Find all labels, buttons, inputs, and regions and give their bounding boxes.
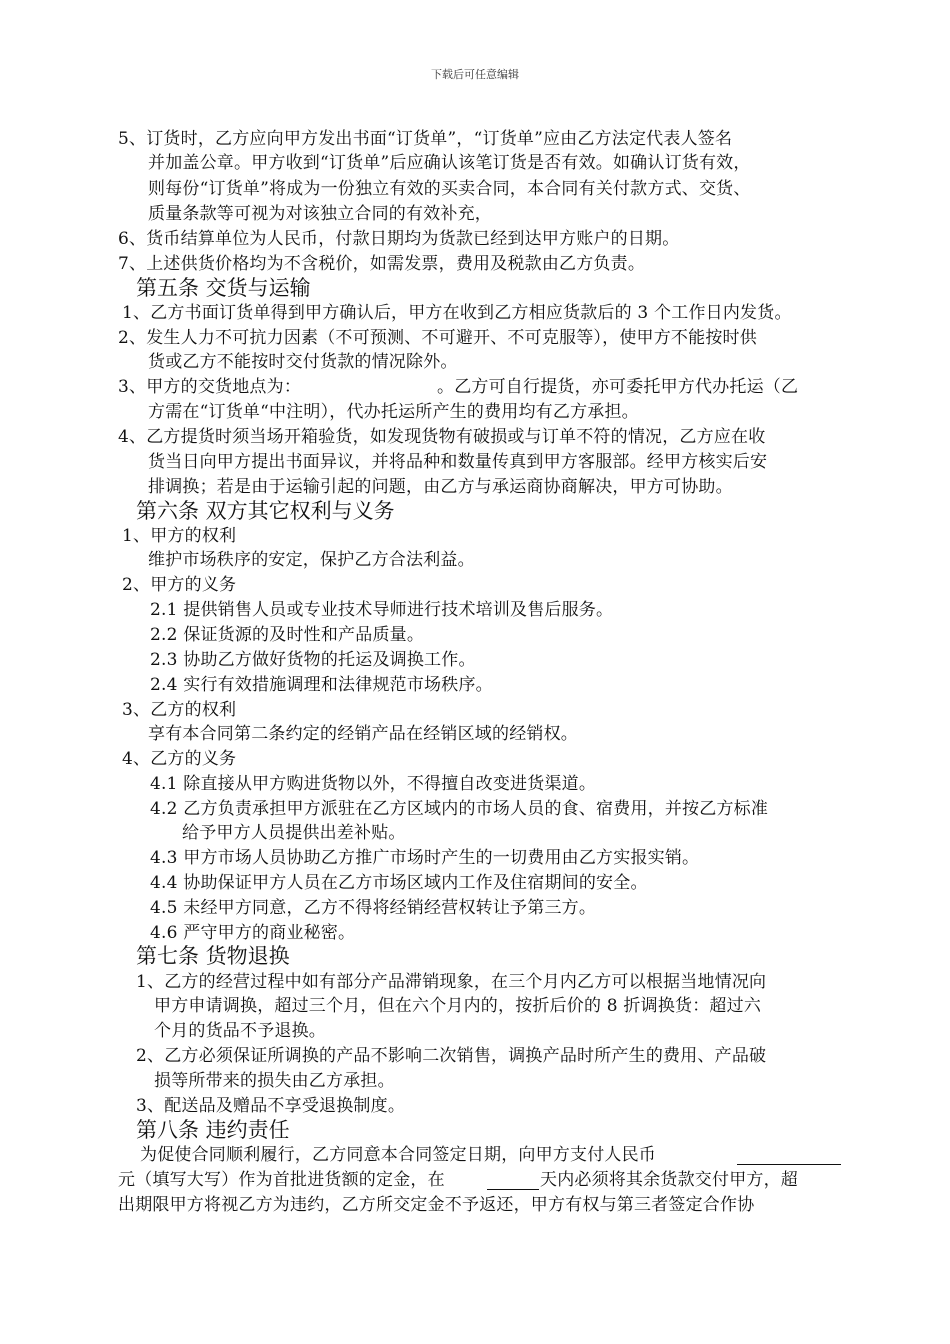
section-heading: 第五条 交货与运输 xyxy=(136,276,311,300)
clause-line: 4.4 协助保证甲方人员在乙方市场区域内工作及住宿期间的安全。 xyxy=(150,873,648,893)
clause-line: 4.1 除直接从甲方购进货物以外，不得擅自改变进货渠道。 xyxy=(150,774,597,794)
section-heading: 第六条 双方其它权利与义务 xyxy=(136,499,395,523)
clause-line: 7、上述供货价格均为不含税价，如需发票，费用及税款由乙方负责。 xyxy=(118,254,646,274)
clause-line: 6、货币结算单位为人民币，付款日期均为货款已经到达甲方账户的日期。 xyxy=(118,229,680,249)
clause-line: 2、乙方必须保证所调换的产品不影响二次销售，调换产品时所产生的费用、产品破 xyxy=(136,1046,767,1066)
clause-line: 2.4 实行有效措施调理和法律规范市场秩序。 xyxy=(150,675,493,695)
clause-line: 4.5 未经甲方同意，乙方不得将经销经营权转让予第三方。 xyxy=(150,898,597,918)
clause-line: 4.3 甲方市场人员协助乙方推广市场时产生的一切费用由乙方实报实销。 xyxy=(150,848,700,868)
clause-line: 为促使合同顺利履行，乙方同意本合同签定日期，向甲方支付人民币 xyxy=(140,1145,656,1165)
clause-line: 2、甲方的义务 xyxy=(122,575,237,595)
clause-line: 4.6 严守甲方的商业秘密。 xyxy=(150,923,356,943)
clause-line: 1、乙方的经营过程中如有部分产品滞销现象，在三个月内乙方可以根据当地情况向 xyxy=(136,972,767,992)
clause-line: 4.2 乙方负责承担甲方派驻在乙方区域内的市场人员的食、宿费用，并按乙方标准 xyxy=(150,799,769,819)
clause-line: 3、乙方的权利 xyxy=(122,700,237,720)
clause-line: 2、发生人力不可抗力因素（不可预测、不可避开、不可克服等），使甲方不能按时供 xyxy=(118,328,757,348)
page-header-note: 下载后可任意编辑 xyxy=(431,68,519,81)
clause-line: 元（填写大写）作为首批进货额的定金，在 xyxy=(118,1170,445,1190)
clause-line: 出期限甲方将视乙方为违约，乙方所交定金不予返还，甲方有权与第三者签定合作协 xyxy=(118,1195,755,1215)
clause-line: 给予甲方人员提供出差补贴。 xyxy=(182,823,406,843)
clause-line: 2.2 保证货源的及时性和产品质量。 xyxy=(150,625,425,645)
clause-line: 则每份“订货单”将成为一份独立有效的买卖合同，本合同有关付款方式、交货、 xyxy=(148,179,751,199)
clause-line: 方需在“订货单“中注明），代办托运所产生的费用均有乙方承担。 xyxy=(148,402,639,422)
clause-line: 货或乙方不能按时交付货款的情况除外。 xyxy=(148,352,458,372)
section-heading: 第七条 货物退换 xyxy=(136,944,290,968)
days-blank[interactable] xyxy=(487,1173,539,1190)
clause-line: 1、甲方的权利 xyxy=(122,526,237,546)
amount-blank[interactable] xyxy=(737,1148,841,1165)
clause-line: 排调换；若是由于运输引起的问题，由乙方与承运商协商解决，甲方可协助。 xyxy=(148,477,733,497)
clause-line: 甲方申请调换，超过三个月，但在六个月内的，按折后价的 8 折调换货：超过六 xyxy=(154,996,762,1016)
clause-line: 货当日向甲方提出书面异议，并将品种和数量传真到甲方客服部。经甲方核实后安 xyxy=(148,452,768,472)
section-heading: 第八条 违约责任 xyxy=(136,1118,290,1142)
clause-line: 损等所带来的损失由乙方承担。 xyxy=(154,1071,395,1091)
clause-line: 个月的货品不予退换。 xyxy=(154,1021,326,1041)
clause-line: 1、乙方书面订货单得到甲方确认后，甲方在收到乙方相应货款后的 3 个工作日内发货。 xyxy=(122,303,792,323)
clause-line: 4、乙方的义务 xyxy=(122,749,237,769)
clause-line: 2.3 协助乙方做好货物的托运及调换工作。 xyxy=(150,650,476,670)
clause-line: 3、配送品及赠品不享受退换制度。 xyxy=(136,1096,406,1116)
clause-line: 享有本合同第二条约定的经销产品在经销区域的经销权。 xyxy=(148,724,578,744)
clause-line: 2.1 提供销售人员或专业技术导师进行技术培训及售后服务。 xyxy=(150,600,614,620)
clause-line: 并加盖公章。甲方收到“订货单”后应确认该笔订货是否有效。如确认订货有效， xyxy=(148,153,751,173)
clause-line: 维护市场秩序的安定，保护乙方合法利益。 xyxy=(148,550,475,570)
clause-line: 。乙方可自行提货，亦可委托甲方代办托运（乙 xyxy=(437,377,799,397)
clause-line: 3、甲方的交货地点为： xyxy=(118,377,302,397)
clause-line: 5、订货时，乙方应向甲方发出书面“订货单”，“订货单”应由乙方法定代表人签名 xyxy=(118,129,733,149)
clause-line: 质量条款等可视为对该独立合同的有效补充， xyxy=(148,204,492,224)
clause-line: 4、乙方提货时须当场开箱验货，如发现货物有破损或与订单不符的情况，乙方应在收 xyxy=(118,427,766,447)
clause-line: 天内必须将其余货款交付甲方，超 xyxy=(540,1170,798,1190)
